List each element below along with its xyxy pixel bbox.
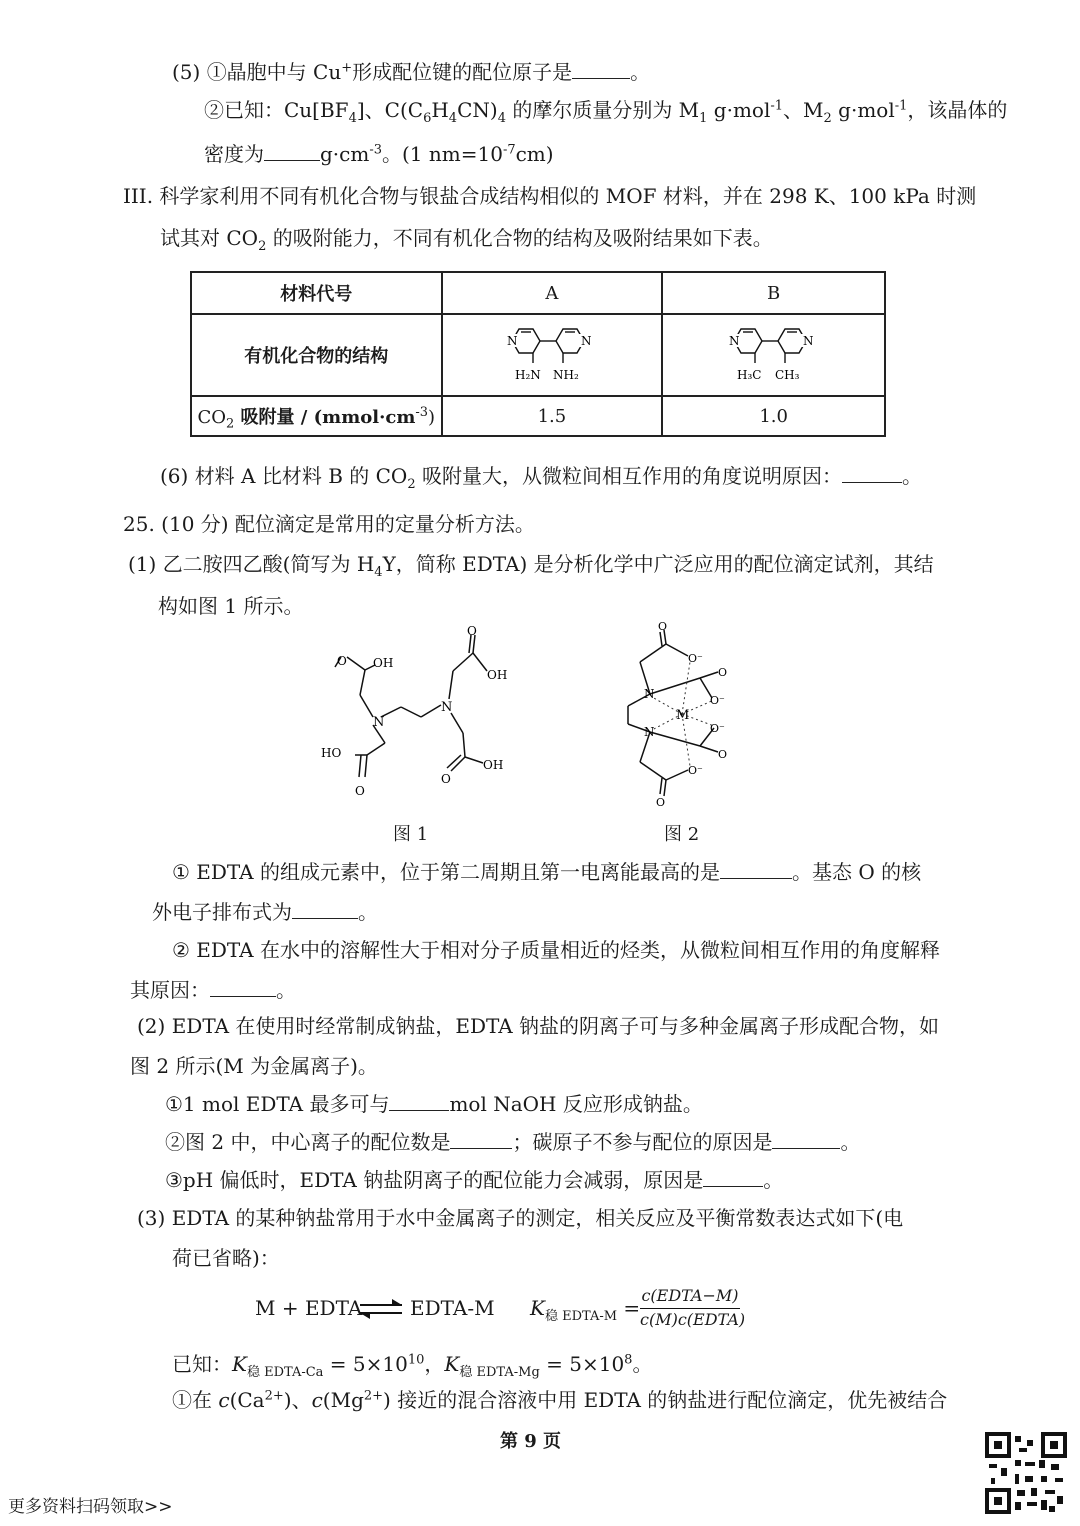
- q6-line: (6) 材料 A 比材料 B 的 $CO_2$ 吸附量大，从微粒间相互作用的角度说明原因： 。: [160, 464, 922, 492]
- q25-s1-line2: 外电子排布式为 。: [152, 900, 378, 924]
- q5-line2: ②已知：$Cu[BF_4]$、$C(C_6H_4CN)_4$ 的摩尔质量分别为 $M_1$ g·mol$^{-1}$、$M_2$ g·mol$^{-1}$，该晶体的: [204, 98, 1008, 126]
- atom-n: N: [373, 715, 385, 730]
- atom-n: N: [644, 687, 655, 701]
- equation-left: M + EDTA: [255, 1296, 363, 1320]
- atom-n: N: [441, 700, 453, 715]
- q5-line3: 密度为 $g\cdot cm^{-3}$。(1 $nm=10^{-7}cm$): [204, 142, 554, 166]
- answer-blank[interactable]: [572, 58, 630, 79]
- atom-n: N: [644, 725, 655, 739]
- answer-blank[interactable]: [264, 140, 320, 161]
- page-number: 第 9 页: [500, 1431, 562, 1452]
- q25-p2-line2: 图 2 所示(M 为金属离子)。: [130, 1054, 378, 1078]
- atom-o: O: [355, 784, 365, 798]
- carbonyl-o: O: [656, 796, 666, 807]
- answer-blank[interactable]: [389, 1090, 449, 1111]
- figure1-caption: 图 1: [393, 824, 429, 845]
- atom-oh: OH: [487, 668, 508, 682]
- atom-ho: HO: [321, 746, 342, 760]
- atom-oh: OH: [483, 758, 504, 772]
- q25-s2-line1: ② EDTA 在水中的溶解性大于相对分子质量相近的烃类，从微粒间相互作用的角度解释: [172, 938, 940, 962]
- carboxylate-o: O⁻: [688, 764, 703, 777]
- atom-o: O: [337, 654, 347, 668]
- structure-a: [442, 314, 663, 396]
- table-row-structure-label: 有机化合物的结构: [191, 314, 442, 396]
- amine-right: NH₂: [552, 368, 579, 382]
- fraction-numerator: c(EDTA−M): [641, 1286, 739, 1305]
- metal-ion: M: [676, 708, 690, 723]
- equation-right: EDTA-M: [410, 1296, 495, 1320]
- carbonyl-o: O: [718, 666, 728, 679]
- q25-title: 25. (10 分) 配位滴定是常用的定量分析方法。: [123, 512, 535, 536]
- answer-blank[interactable]: [703, 1166, 763, 1187]
- carboxylate-o: O⁻: [710, 694, 725, 707]
- part3-line1: III. 科学家利用不同有机化合物与银盐合成结构相似的 MOF 材料，并在 298 K、100 kPa 时测: [123, 184, 977, 208]
- answer-blank[interactable]: [450, 1128, 512, 1149]
- answer-blank[interactable]: [772, 1128, 840, 1149]
- table-header-b: B: [662, 272, 885, 314]
- nitrogen-label: N: [506, 334, 518, 348]
- figure2-caption: 图 2: [664, 824, 700, 845]
- bipyridine-amine-structure: [497, 321, 607, 389]
- nitrogen-label: N: [580, 334, 592, 348]
- q25-s2-line2: 其原因： 。: [130, 978, 296, 1002]
- table-header-code: 材料代号: [191, 272, 442, 314]
- carboxylate-o: O⁻: [688, 652, 703, 665]
- atom-o: O: [467, 625, 477, 638]
- atom-oh: OH: [373, 656, 394, 670]
- q25-p3-line2: 荷已省略)：: [172, 1246, 280, 1270]
- carboxylate-o: O⁻: [710, 722, 725, 735]
- table-header-a: A: [442, 272, 663, 314]
- q25-p3-1: ①在 $c(Ca^{2+})$、$c(Mg^{2+})$ 接近的混合溶液中用 EDTA 的钠盐进行配位滴定，优先被结合: [172, 1388, 948, 1412]
- amine-left: H₂N: [514, 368, 541, 382]
- nitrogen-label: N: [728, 334, 740, 348]
- table-row-adsorption-label: $CO_2$ 吸附量 / $(mmol\cdot cm^{-3})$: [191, 396, 442, 436]
- q25-p2-3: ③pH 偏低时，EDTA 钠盐阴离子的配位能力会减弱，原因是 。: [165, 1168, 784, 1192]
- carbonyl-o: O: [718, 748, 728, 761]
- footer-text[interactable]: 更多资料扫码领取>>: [8, 1497, 173, 1517]
- q25-p1-line1: (1) 乙二胺四乙酸(简写为 $H_4Y$，简称 EDTA) 是分析化学中广泛应用的配位滴定试剂，其结: [128, 552, 934, 580]
- part3-line2: 试其对 $CO_2$ 的吸附能力，不同有机化合物的结构及吸附结果如下表。: [160, 226, 773, 254]
- qr-code-icon[interactable]: [985, 1432, 1067, 1514]
- adsorption-b: 1.0: [662, 396, 885, 436]
- structure-b: [662, 314, 885, 396]
- bipyridine-methyl-structure: [719, 321, 829, 389]
- q5-line1: (5) ①晶胞中与 Cu+形成配位键的配位原子是 。: [172, 60, 651, 84]
- atom-o: O: [441, 772, 451, 786]
- answer-blank[interactable]: [842, 462, 902, 483]
- q25-p1-line2: 构如图 1 所示。: [158, 594, 304, 618]
- q25-p2-2: ②图 2 中，中心离子的配位数是 ；碳原子不参与配位的原因是 。: [165, 1130, 861, 1154]
- equilibrium-arrow-icon: [358, 1298, 404, 1320]
- figure2-edta-metal-complex: [610, 622, 760, 807]
- q25-p2-1: ①1 mol EDTA 最多可与 mol NaOH 反应形成钠盐。: [165, 1092, 703, 1116]
- carbonyl-o: O: [658, 622, 668, 633]
- figure1-edta-structure: [315, 625, 530, 805]
- methyl-right: CH₃: [774, 368, 800, 382]
- answer-blank[interactable]: [210, 976, 276, 997]
- methyl-left: H₃C: [736, 368, 762, 382]
- q25-p2-line1: (2) EDTA 在使用时经常制成钠盐，EDTA 钠盐的阴离子可与多种金属离子形成配合物，如: [137, 1014, 940, 1038]
- q25-p3-line1: (3) EDTA 的某种钠盐常用于水中金属离子的测定，相关反应及平衡常数表达式如下(电: [137, 1206, 904, 1230]
- nitrogen-label: N: [802, 334, 814, 348]
- q25-s1-line1: ① EDTA 的组成元素中，位于第二周期且第一电离能最高的是 。基态 O 的核: [172, 860, 922, 884]
- fraction-bar: [640, 1308, 740, 1309]
- mof-table: [190, 271, 886, 437]
- fraction-denominator: c(M)c(EDTA): [640, 1310, 746, 1329]
- known-constants: 已知：$K_{稳 EDTA-Ca} = 5\times 10^{10}$，$K_{稳 EDTA-Mg} = 5\times 10^8$。: [172, 1352, 653, 1380]
- answer-blank[interactable]: [720, 858, 792, 879]
- adsorption-a: 1.5: [442, 396, 663, 436]
- answer-blank[interactable]: [292, 898, 358, 919]
- equilibrium-constant: $K_{稳 EDTA-M}$ =: [530, 1296, 641, 1324]
